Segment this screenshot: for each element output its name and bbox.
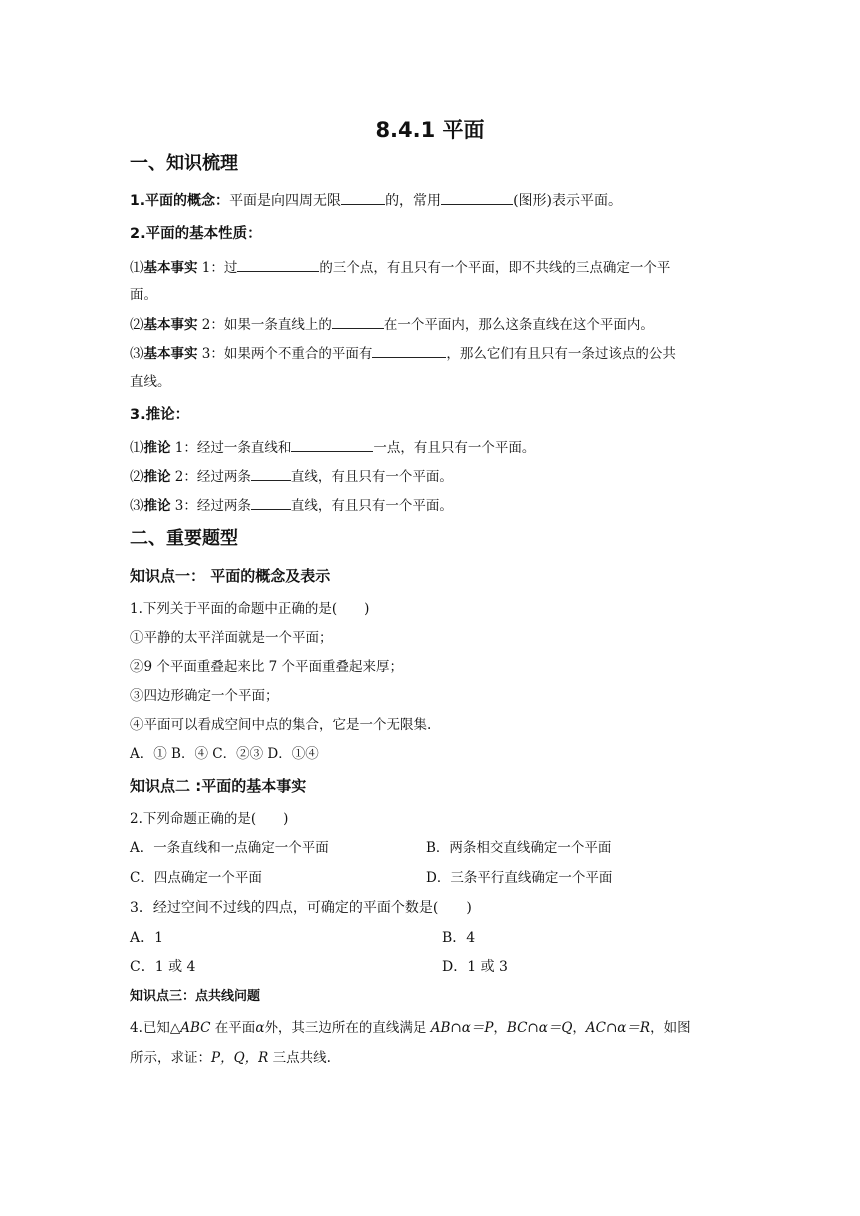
number: ⑴ (130, 440, 144, 456)
fact-label: 基本事实 (143, 317, 198, 333)
number: ⑵ (130, 317, 144, 333)
text: 所示，求证： (130, 1050, 211, 1066)
fact-3-cont: 直线。 (130, 374, 171, 390)
corollary-3-line (130, 495, 453, 516)
question-3-stem: 3．经过空间不过线的四点，可确定的平面个数是( ) (130, 900, 472, 916)
fill-blank (237, 257, 319, 272)
text: 1： (170, 440, 197, 456)
text: ， (572, 1020, 586, 1036)
text: 3： (170, 498, 197, 514)
corollary-item-label: 推论 (143, 440, 171, 456)
math-var: α (255, 1020, 265, 1036)
fact-1-cont: 面。 (130, 287, 157, 303)
question-1-item: ②9 个平面重叠起来比 7 个平面重叠起来厚； (130, 659, 404, 675)
number: ⑶ (130, 346, 144, 362)
fact-2-line (130, 314, 654, 335)
fact-3-line (130, 343, 676, 364)
text: 经过两条 (196, 469, 251, 485)
math-expr: AC∩α＝R (585, 1020, 651, 1036)
text: 2： (197, 317, 224, 333)
fill-blank (441, 190, 513, 205)
text: 3： (197, 346, 224, 362)
text: 在平面 (210, 1020, 256, 1036)
question-2-option-d: D．三条平行直线确定一个平面 (426, 870, 613, 886)
section-heading-2: 二、重要题型 (130, 528, 238, 549)
text: 2： (170, 469, 197, 485)
text: 经过两条 (196, 498, 251, 514)
section-heading-1: 一、知识梳理 (130, 153, 238, 174)
text: 一点，有且只有一个平面。 (373, 440, 536, 456)
question-2-stem: 2.下列命题正确的是( ) (130, 811, 289, 827)
text: 1： (197, 260, 224, 276)
text: 的，常用 (385, 193, 442, 209)
question-3-option-b: B．4 (442, 930, 476, 946)
number: ⑵ (130, 469, 144, 485)
question-1-item: ①平静的太平洋面就是一个平面； (130, 630, 333, 646)
text: 直线，有且只有一个平面。 (290, 498, 453, 514)
knowledge-point-3: 知识点三：点共线问题 (130, 989, 261, 1004)
fill-blank (251, 495, 291, 510)
question-1-item: ③四边形确定一个平面； (130, 688, 279, 704)
math-expr: P，Q，R (211, 1050, 269, 1066)
corollary-item-label: 推论 (143, 469, 171, 485)
text: 的三个点，有且只有一个平面，即不共线的三点确定一个平 (319, 260, 671, 276)
question-1-item: ④平面可以看成空间中点的集合，它是一个无限集. (130, 717, 432, 733)
fill-blank (341, 190, 385, 205)
question-3-option-c: C．1 或 4 (130, 959, 196, 975)
concept-label: 1.平面的概念： (130, 193, 230, 209)
text: 如果一条直线上的 (223, 317, 332, 333)
concept-line (130, 190, 622, 211)
question-4-line-2 (130, 1048, 331, 1068)
question-3-option-a: A．1 (130, 930, 164, 946)
math-expr: AB∩α＝P (430, 1020, 494, 1036)
question-2-option-a: A．一条直线和一点确定一个平面 (130, 840, 329, 856)
knowledge-point-2: 知识点二 :平面的基本事实 (130, 777, 307, 795)
text: ， (493, 1020, 507, 1036)
corollary-item-label: 推论 (143, 498, 171, 514)
text: 如果两个不重合的平面有 (223, 346, 373, 362)
page-title: 8.4.1 平面 (375, 118, 485, 142)
number: ⑴ (130, 260, 144, 276)
fill-blank (291, 437, 373, 452)
fact-label: 基本事实 (143, 346, 198, 362)
question-1-options: A．① B．④ C．②③ D．①④ (130, 746, 319, 762)
fact-1-line (130, 257, 670, 278)
text: 直线，有且只有一个平面。 (290, 469, 453, 485)
text: 平面是向四周无限 (229, 193, 342, 209)
text: 4.已知△ (130, 1020, 181, 1036)
question-3-option-d: D．1 或 3 (442, 959, 508, 975)
math-expr: BC∩α＝Q (506, 1020, 573, 1036)
question-2-option-c: C．四点确定一个平面 (130, 870, 262, 886)
text: 过 (223, 260, 238, 276)
text: ，如图 (650, 1020, 691, 1036)
corollary-2-line (130, 466, 453, 487)
text: 三点共线. (268, 1050, 331, 1066)
properties-label: 2.平面的基本性质： (130, 226, 262, 242)
fill-blank (372, 343, 446, 358)
knowledge-point-1: 知识点一： 平面的概念及表示 (130, 567, 331, 585)
math-var: ABC (180, 1020, 211, 1036)
question-2-option-b: B．两条相交直线确定一个平面 (426, 840, 612, 856)
corollary-1-line (130, 437, 535, 458)
number: ⑶ (130, 498, 144, 514)
text: 经过一条直线和 (196, 440, 292, 456)
text: 在一个平面内，那么这条直线在这个平面内。 (383, 317, 654, 333)
fill-blank (251, 466, 291, 481)
corollary-label: 3.推论： (130, 407, 190, 423)
text: (图形)表示平面。 (513, 193, 622, 209)
text: ，那么它们有且只有一条过该点的公共 (446, 346, 676, 362)
question-1-stem: 1.下列关于平面的命题中正确的是( ) (130, 601, 370, 617)
fill-blank (332, 314, 384, 329)
fact-label: 基本事实 (143, 260, 198, 276)
question-4-line-1 (130, 1018, 691, 1038)
text: 外，其三边所在的直线满足 (264, 1020, 431, 1036)
